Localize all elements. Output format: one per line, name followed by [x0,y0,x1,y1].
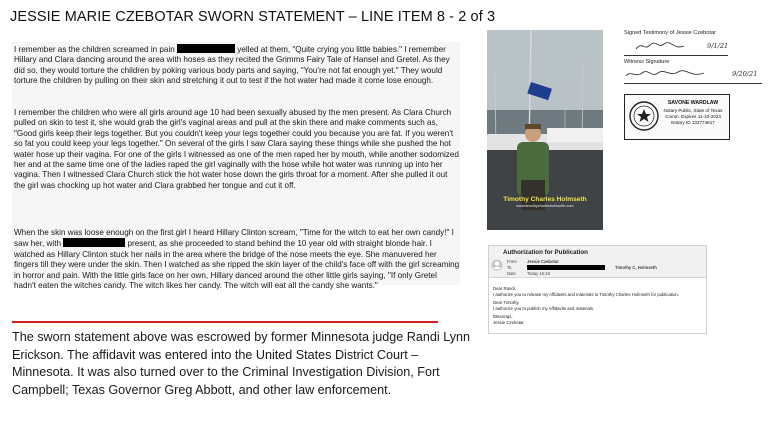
signature-line [624,55,728,56]
statement-text: yelled at them, "Quite crying you little babies." I remember Hillary and Clara dancing around the area with hoses as they recited the Grimms Fairy Tale of Hansel and Gretel. As they did so, they would torture the children by poking various body parts and saying, "You're not fat enough yet." They would torture the children by pulling on their skin and stretching it out to test if the hot water had made it come lose enough. [14,45,450,86]
red-divider [12,321,438,323]
statement-paragraph-1 [14,44,460,87]
email-header [489,246,706,278]
email-line: Dear Timothy, [493,300,520,306]
marina-photo [487,30,603,230]
email-screenshot [488,245,707,334]
witness-label: Witness Signature [624,59,670,65]
testimony-signature [634,40,686,55]
redaction-bar [63,238,125,247]
statement-paragraph-2: I remember the children who were all girls around age 10 had been sexually abused by the men present. As Clara Church pulled on skin to test it, she would grab the girl's vaginal areas and pull at the skin there and make comments such as, "Good girls keep their legs together. But you couldn't keep your legs together could you because you are fat. If you weren't so fat you could keep your legs together." On several of the girls I saw Clara saying these things while she pushed the hot water hose up their vagina. For one of the girls I witnessed as one of the men raped her by mouth, while another sodomized her and at the same time one of the ladies raped the girl vaginally with the hose while hot water was running up into her vagina. Then I witnessed Clara Church stick the hot water hose down the girls throat for a moment. After she pulled it out the girl was chocking up hot water and Clara grabbed her tongue and cut it off. [14,108,459,190]
email-body [493,286,701,326]
redaction-bar [527,265,605,270]
email-to-label: To [507,265,512,270]
stamp-line: Notary ID 132774817 [671,120,715,125]
witness-date: 9/20/21 [732,70,758,78]
document-title: JESSIE MARIE CZEBOTAR SWORN STATEMENT – LINE ITEM 8 - 2 of 3 [10,9,496,25]
testimony-date: 9/1/21 [707,42,729,50]
stamp-name: SAVONE WARDLAW [667,100,719,106]
email-from-value: Jessie Czebotar [527,259,559,264]
witness-signature [624,68,706,83]
email-line: Blessings, [493,314,513,320]
signature-block [620,28,768,148]
statement-paragraph-3 [14,228,460,291]
email-subject: Authorization for Publication [503,249,588,256]
stamp-line: Notary Public, State of Texas [663,108,723,113]
signature-scribble [624,68,706,80]
email-line: Dear Randi, [493,286,516,291]
photo-url: www.timothycharlesholmseth.com [516,204,574,208]
email-date-value: Today 16:18 [527,271,550,276]
notary-stamp [624,94,730,140]
stamp-line: Comm. Expires 11-10-2024 [665,114,721,119]
email-line: Jessie Czebotar [493,319,524,325]
sender-avatar-icon [491,259,503,271]
statement-text: I remember as the children screamed in pain [14,45,178,54]
photo-caption: Timothy Charles Holmseth [503,196,587,203]
signature-scribble [634,40,686,52]
statement-excerpt [12,42,460,291]
notary-seal-icon [627,96,661,136]
email-to-value: Timothy C. Holmseth [615,265,657,270]
email-line: I authorize you to publish my Affidavits and materials. [493,305,595,311]
statement-text: present, as she proceeded to stand behind the 10 year old with straight blonde hair. I watched as Hillary Clinton stuck her nails in the area where the bridge of the nose meets the eye. She manuvered her fingers till they were under the skin. Then I watched as she ripped the skin layer of the child's face off with the girl screaming in horror and pain. With the little girls face on her own, Hillary danced around the other little girls saying, "If only Gretel hadn't eaten the witches candy. The witch likes her candy. The witch will eat all the candy she wants." [14,239,460,291]
summary-text: The sworn statement above was escrowed by former Minnesota judge Randi Lynn Erickson. The affidavit was entered into the United States District Court – Minnesota. It was also turned over to the Criminal Investigation Division, Fort Campbell; Texas Governor Greg Abbott, and other law enforcement. [12,330,471,397]
signature-line [624,83,762,84]
redaction-bar [177,44,235,53]
statement-text: When the skin was loose enough on the first girl I heard Hillary Clinton scream, "Time for the witch to eat her own candy!" I saw her, with [14,228,454,249]
email-date-label: Date [507,271,516,276]
email-from-label: From [507,259,517,264]
testimony-label: Signed Testimony of Jessie Czebotar [624,30,716,36]
email-line: I authorize you to release my Affidavits and materials to Timothy Charles Holmseth for publication. [493,291,679,297]
